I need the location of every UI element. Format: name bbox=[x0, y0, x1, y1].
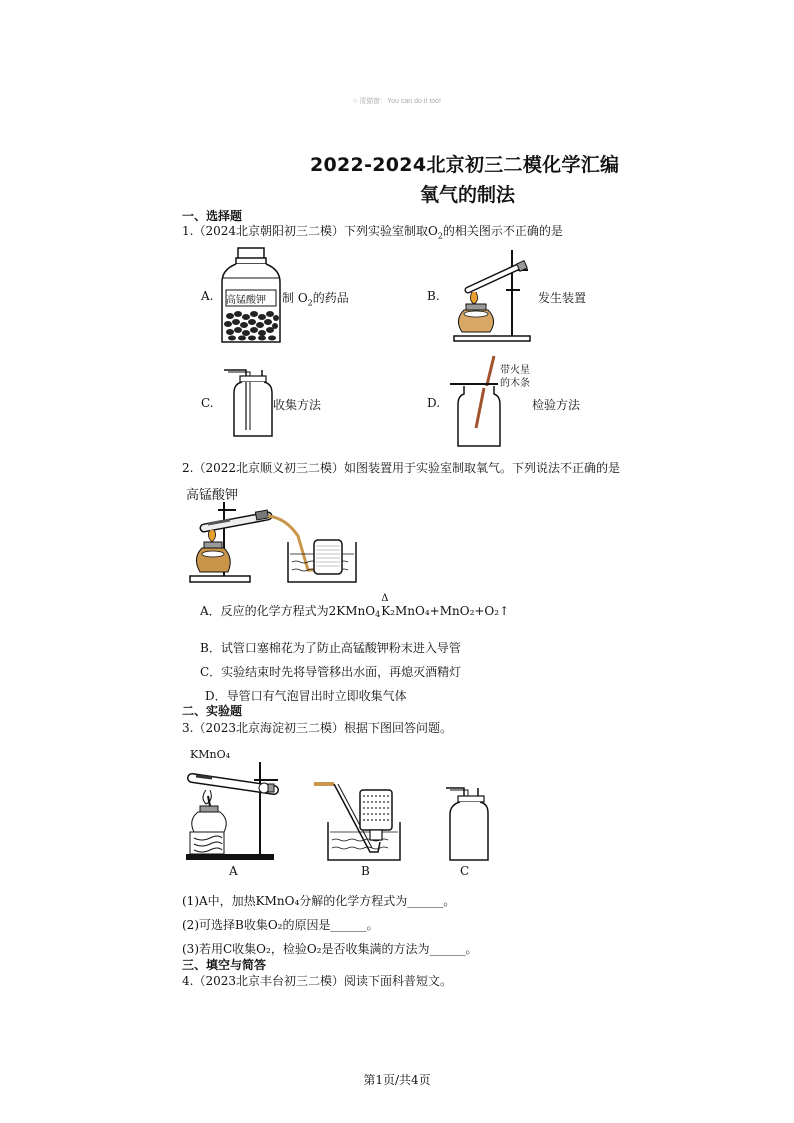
document-subtitle: 氧气的制法 bbox=[420, 184, 516, 206]
q1-option-c-label: 收集方法 bbox=[273, 398, 322, 412]
q3-sub2: (2)可选择B收集O₂的原因是______。 bbox=[182, 918, 379, 932]
question-3-prompt: 3.（2023北京海淀初三二模）根据下图回答问题。 bbox=[182, 721, 452, 735]
q2-option-d: D．导管口有气泡冒出时立即收集气体 bbox=[205, 689, 407, 703]
q3-label-b: B bbox=[361, 864, 370, 878]
q1-option-d-label: 检验方法 bbox=[532, 398, 581, 412]
q2-option-a: A．反应的化学方程式为2KMnO4 Δ K₂MnO₄+MnO₂+O₂↑ bbox=[200, 593, 510, 619]
page-footer: 第1页/共4页 bbox=[363, 1073, 431, 1087]
question-4-prompt: 4.（2023北京丰台初三二模）阅读下面科普短文。 bbox=[182, 974, 452, 988]
collection-bottle-diagram bbox=[222, 364, 274, 440]
q1-option-a-label: 制 $O_2$的药品 bbox=[282, 291, 349, 308]
q3-apparatus-c bbox=[444, 782, 492, 864]
section-heading-experiment: 二、实验题 bbox=[182, 704, 243, 718]
q3-label-c: C bbox=[460, 864, 470, 878]
question-2-prompt: 2.（2022北京顺义初三二模）如图装置用于实验室制取氧气。下列说法不正确的是 bbox=[182, 461, 620, 475]
oxygen-test-diagram bbox=[448, 354, 508, 448]
q1-option-b-label: 发生装置 bbox=[538, 291, 587, 305]
q2-diagram-label: 高锰酸钾 bbox=[186, 488, 239, 503]
q1-option-c-letter: C. bbox=[201, 396, 214, 410]
document-title: 2022-2024北京初三二模化学汇编 bbox=[310, 154, 620, 176]
splint-note-line1: 带火星 bbox=[500, 365, 530, 376]
section-heading-fill: 三、填空与简答 bbox=[182, 958, 267, 972]
bottle-label: 高锰酸钾 bbox=[226, 295, 266, 306]
q3-kmno4-label: KMnO₄ bbox=[190, 748, 230, 761]
generation-apparatus-diagram bbox=[450, 248, 550, 343]
q3-label-a: A bbox=[229, 864, 238, 878]
section-heading-choice: 一、选择题 bbox=[182, 209, 243, 223]
q1-option-d-letter: D. bbox=[427, 396, 441, 410]
q3-apparatus-b bbox=[312, 782, 404, 864]
watermark: ○ 清猫窗：You can do it too! bbox=[352, 98, 441, 105]
q2-option-b: B．试管口塞棉花为了防止高锰酸钾粉末进入导管 bbox=[200, 641, 461, 655]
q3-sub3: (3)若用C收集O₂，检验O₂是否收集满的方法为______。 bbox=[182, 942, 478, 956]
q3-sub1: (1)A中，加热KMnO₄分解的化学方程式为______。 bbox=[182, 894, 456, 908]
q3-apparatus-a bbox=[184, 760, 284, 864]
q2-apparatus-diagram bbox=[186, 496, 362, 586]
question-1-prompt: 1.（2024北京朝阳初三二模）下列实验室制取$O_2$的相关图示不正确的是 bbox=[182, 224, 563, 241]
splint-note-line2: 的木条 bbox=[500, 378, 530, 389]
q1-option-b-letter: B. bbox=[427, 289, 440, 303]
q2-option-c: C．实验结束时先将导管移出水面，再熄灭酒精灯 bbox=[200, 665, 462, 679]
q1-option-a-letter: A. bbox=[201, 289, 214, 303]
